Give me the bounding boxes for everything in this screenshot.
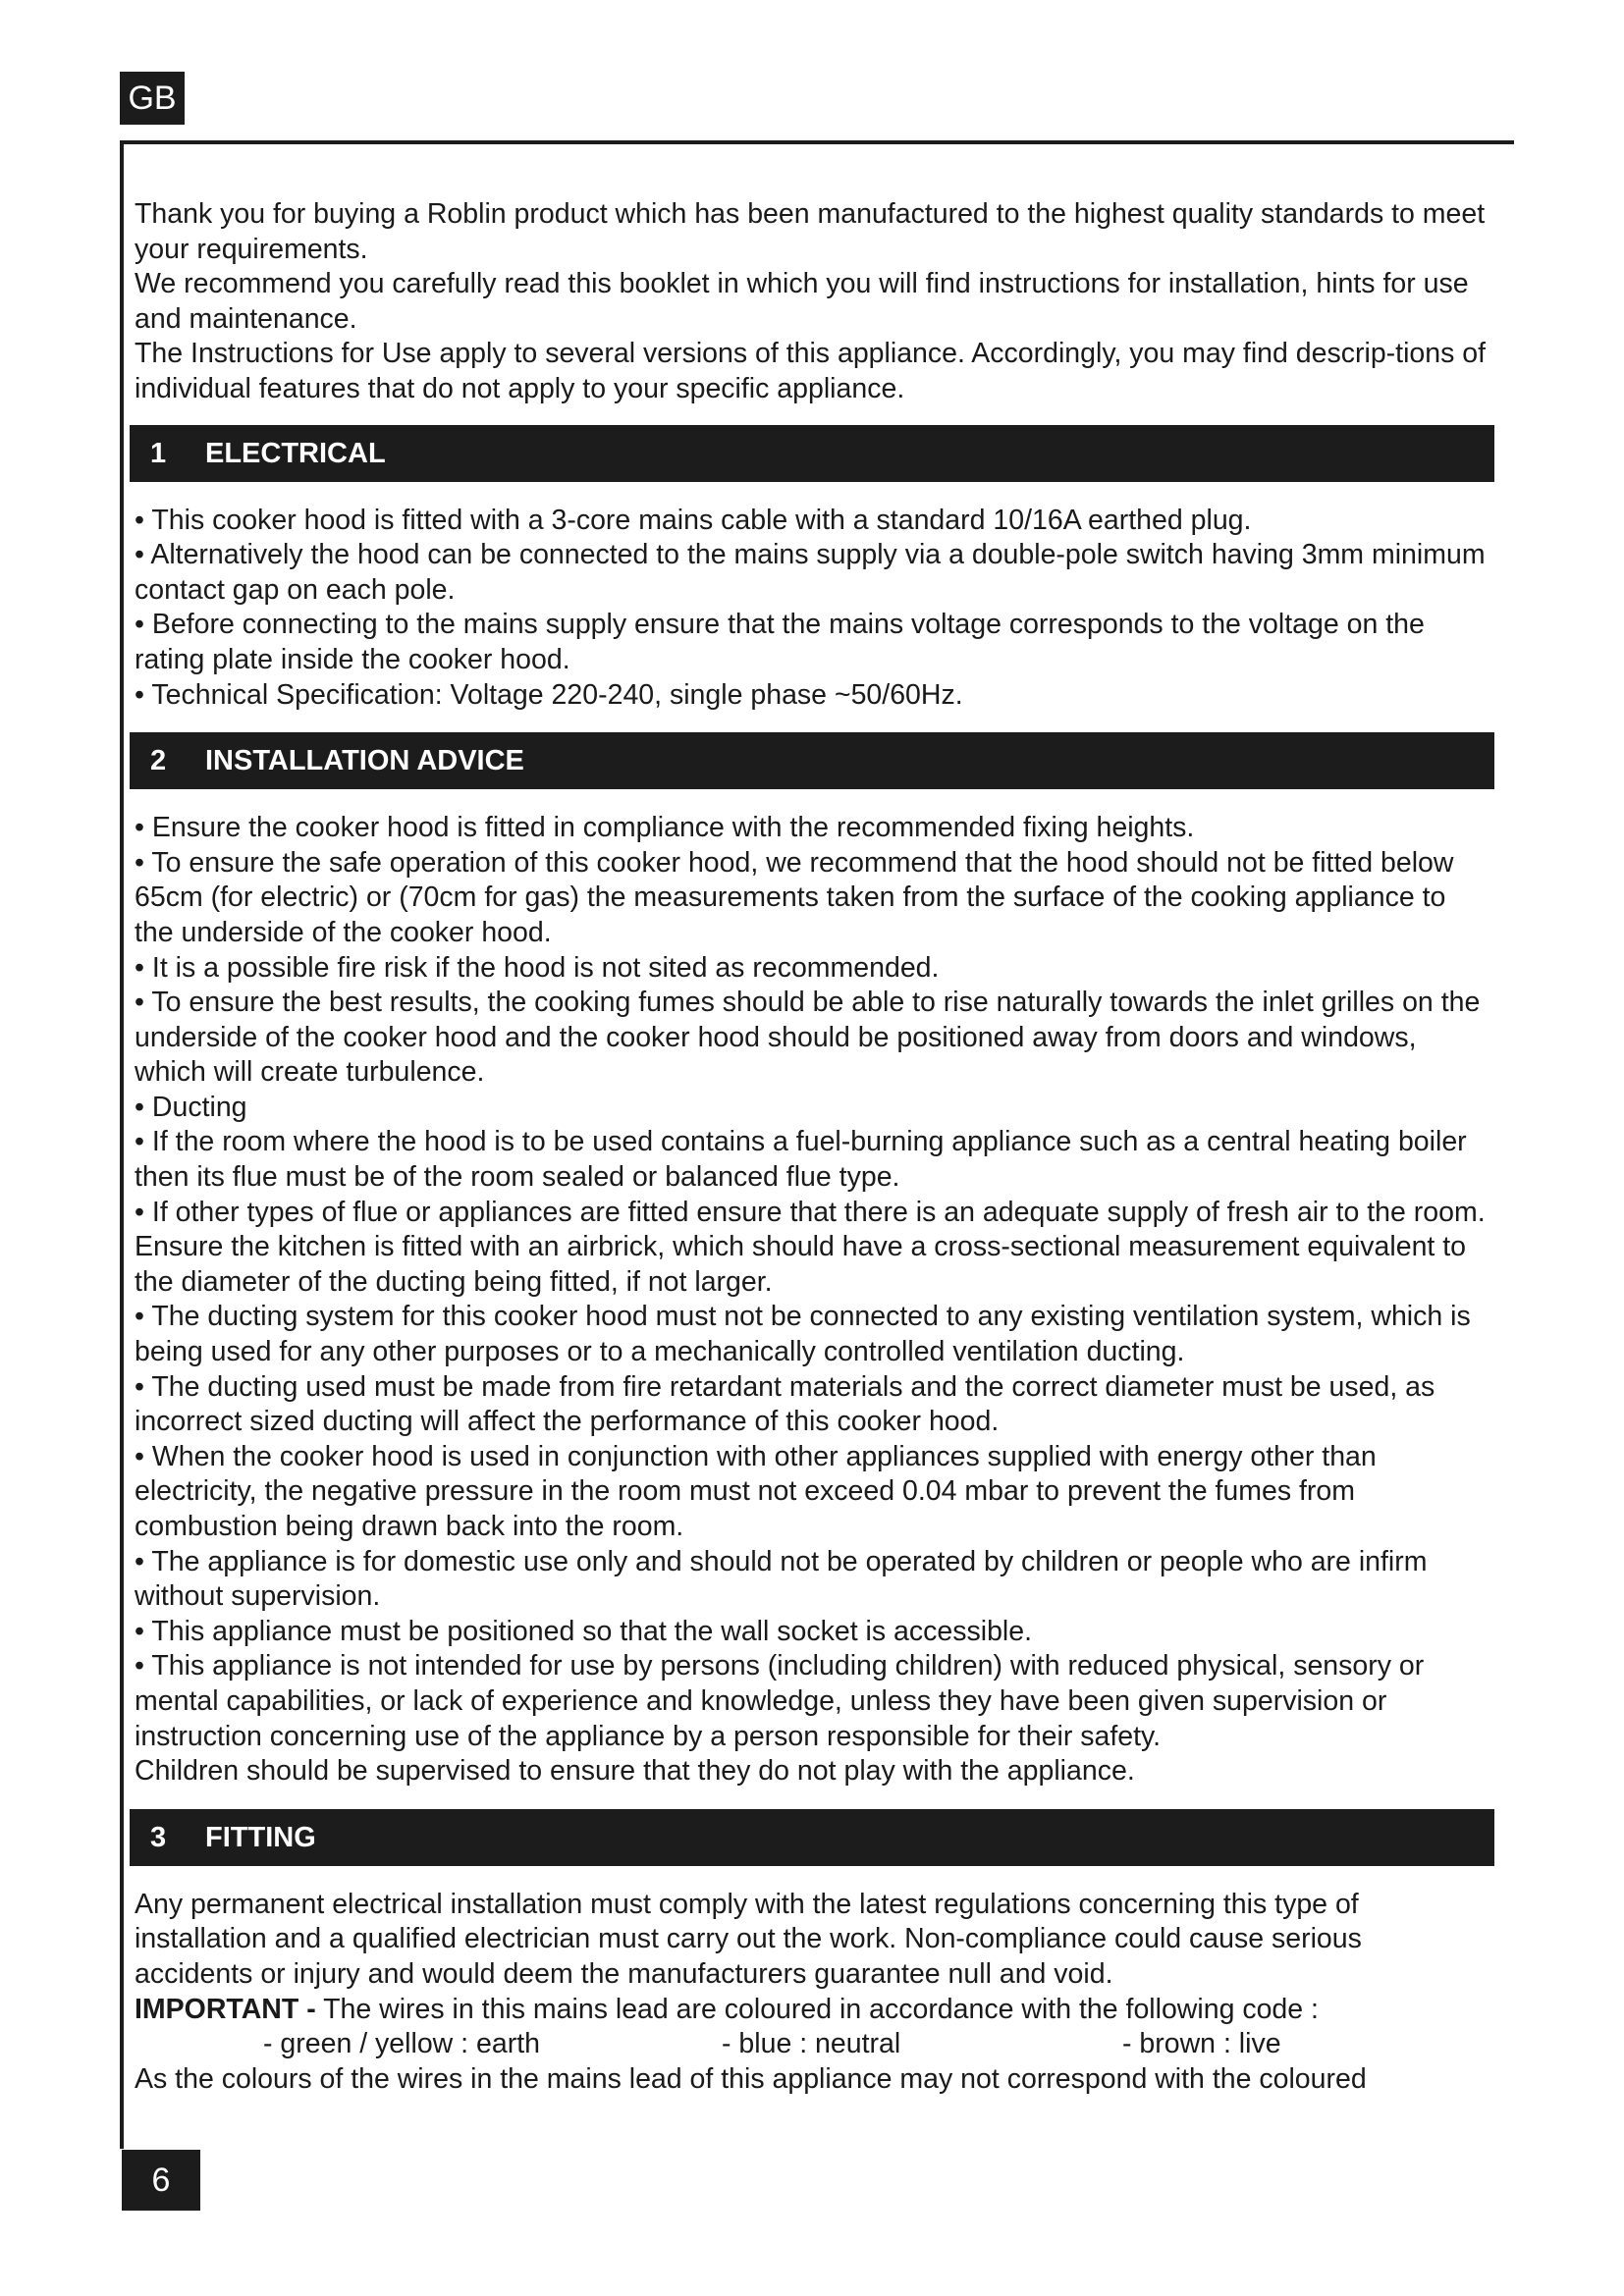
- header-rule: [120, 140, 1514, 144]
- paragraph: • Ducting: [135, 1091, 247, 1123]
- paragraph: • It is a possible fire risk if the hood is not sited as recommended.: [135, 951, 940, 984]
- section-body-electrical: [135, 482, 1488, 733]
- section-number: 1: [150, 437, 167, 469]
- intro: [135, 197, 1488, 407]
- important-text: The wires in this mains lead are coloured in accordance with the following code :: [315, 1993, 1319, 2025]
- important-note: [135, 1993, 1488, 2028]
- intro-paragraph: The Instructions for Use apply to several versions of this appliance. Accordingly, you may find descrip-tions of individual features that do not apply to your specific appliance.: [135, 338, 1487, 404]
- paragraph: • The appliance is for domestic use only and should not be operated by children or people who are infirm without supervision.: [135, 1545, 1428, 1613]
- paragraph: • Ensure the cooker hood is fitted in compliance with the recommended fixing heights.: [135, 812, 1195, 844]
- section-header-installation: [130, 732, 1494, 789]
- intro-paragraph: We recommend you carefully read this booklet in which you will find instructions for installation, hints for use and maintenance.: [135, 268, 1469, 335]
- section-title: FITTING: [205, 1821, 316, 1853]
- wire-live: - brown : live: [1122, 2028, 1281, 2060]
- paragraph: • This appliance must be positioned so that the wall socket is accessible.: [135, 1615, 1033, 1647]
- paragraph: • If the room where the hood is to be used contains a fuel-burning appliance such as a central heating boiler then its flue must be of the room sealed or balanced flue type.: [135, 1126, 1467, 1194]
- paragraph: Any permanent electrical installation must comply with the latest regulations concerning this type of installation and a qualified electrician must carry out the work. Non-compliance could cause serious accidents or injury and would deem the manufacturers guarantee null and void.: [135, 1888, 1362, 1990]
- paragraph: • This appliance is not intended for use by persons (including children) with reduced physical, sensory or mental capabilities, or lack of experience and knowledge, unless they have been given supervision or instruction concerning use of the appliance by a person responsible for their safety.: [135, 1650, 1425, 1752]
- important-label: IMPORTANT -: [135, 1993, 316, 2025]
- page-content: [135, 197, 1488, 2097]
- paragraph: • This cooker hood is fitted with a 3-core mains cable with a standard 10/16A earthed plug.: [135, 504, 1252, 536]
- wire-colour-codes: [135, 2027, 1488, 2062]
- wire-neutral: - blue : neutral: [722, 2028, 901, 2060]
- section-header-electrical: [130, 425, 1494, 482]
- paragraph: • Alternatively the hood can be connected to the mains supply via a double-pole switch having 3mm minimum contact gap on each pole.: [135, 539, 1486, 606]
- margin-rule: [120, 140, 124, 2149]
- paragraph: Children should be supervised to ensure that they do not play with the appliance.: [135, 1755, 1135, 1788]
- section-number: 3: [150, 1821, 167, 1853]
- section-body-fitting: [135, 1866, 1488, 2098]
- paragraph: • The ducting used must be made from fire retardant materials and the correct diameter must be used, as incorrect sized ducting will affect the performance of this cooker hood.: [135, 1370, 1435, 1438]
- paragraph: As the colours of the wires in the mains lead of this appliance may not correspond with the coloured: [135, 2062, 1367, 2095]
- section-number: 2: [150, 745, 167, 777]
- language-tag: GB: [120, 72, 185, 125]
- section-header-fitting: [130, 1809, 1494, 1866]
- page-number: 6: [122, 2150, 200, 2211]
- intro-paragraph: Thank you for buying a Roblin product which has been manufactured to the highest quality standards to meet your requirements.: [135, 198, 1486, 265]
- paragraph: • When the cooker hood is used in conjunction with other appliances supplied with energy other than electricity, the negative pressure in the room must not exceed 0.04 mbar to prevent the fumes from combustion being drawn back into the room.: [135, 1440, 1377, 1542]
- section-body-installation: [135, 789, 1488, 1809]
- paragraph: • To ensure the safe operation of this cooker hood, we recommend that the hood should not be fitted below 65cm (for electric) or (70cm for gas) the measurements taken from the surface of the cooking appliance to the underside of the cooker hood.: [135, 846, 1454, 948]
- section-title: ELECTRICAL: [205, 437, 386, 469]
- paragraph: • Technical Specification: Voltage 220-240, single phase ~50/60Hz.: [135, 678, 963, 711]
- wire-earth: - green / yellow : earth: [263, 2028, 540, 2060]
- paragraph: • Before connecting to the mains supply ensure that the mains voltage corresponds to the voltage on the rating plate inside the cooker hood.: [135, 609, 1425, 675]
- paragraph: • The ducting system for this cooker hood must not be connected to any existing ventilation system, which is being used for any other purposes or to a mechanically controlled ventilation ducting.: [135, 1301, 1471, 1368]
- paragraph: • To ensure the best results, the cooking fumes should be able to rise naturally towards the inlet grilles on the underside of the cooker hood and the cooker hood should be positioned away from doors and windows, which will create turbulence.: [135, 987, 1481, 1089]
- section-title: INSTALLATION ADVICE: [205, 745, 524, 777]
- paragraph: • If other types of flue or appliances are fitted ensure that there is an adequate supply of fresh air to the room. Ensure the kitchen is fitted with an airbrick, which should have a cross-sectional measurement equivalent to the diameter of the ducting being fitted, if not larger.: [135, 1196, 1486, 1298]
